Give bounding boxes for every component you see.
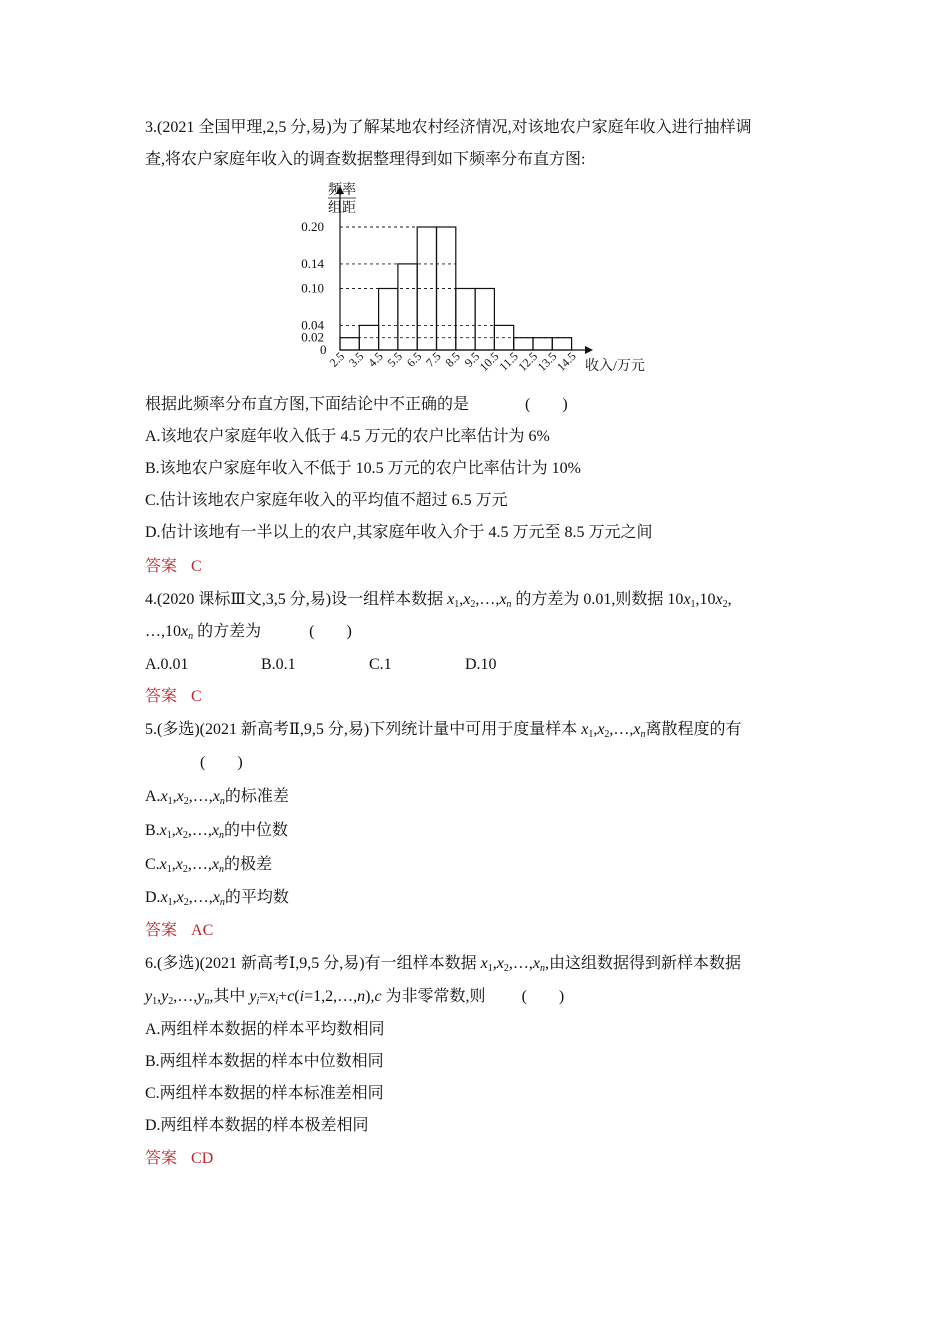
q6-paren: ( ) bbox=[521, 988, 565, 1005]
q5-option-c-text: 的极差 bbox=[224, 856, 273, 873]
ytick-label: 0.10 bbox=[301, 280, 324, 296]
ylabel-bottom: 组距 bbox=[328, 201, 356, 216]
q5-line-1: 5.(多选)(2021 新高考Ⅱ,9,5 分,易)下列统计量中可用于度量样本 $x_1,x_2,\dots,x_n$离散程度的有 bbox=[145, 721, 742, 740]
q5-option-d-text: 的平均数 bbox=[224, 889, 289, 906]
xtick-label: 13.5 bbox=[534, 349, 560, 374]
histogram-bar-5.5 bbox=[398, 264, 417, 350]
histogram-bar-3.5 bbox=[359, 325, 378, 350]
origin-label: 0 bbox=[320, 342, 327, 357]
q5-option-c-letter: C. bbox=[145, 856, 160, 873]
x-axis-arrow bbox=[585, 346, 593, 354]
histogram-bar-8.5 bbox=[456, 289, 475, 351]
q4-option-b: B.0.1 bbox=[261, 656, 296, 673]
histogram-bar-7.5 bbox=[437, 227, 456, 350]
xtick-label: 11.5 bbox=[496, 349, 521, 374]
xtick-label: 6.5 bbox=[403, 349, 425, 370]
xtick-label: 12.5 bbox=[515, 349, 541, 374]
q5-option-a-letter: A. bbox=[145, 788, 161, 805]
q5-option-b-letter: B. bbox=[145, 822, 160, 839]
q3-option-a: A.该地农户家庭年收入低于 4.5 万元的农户比率估计为 6% bbox=[145, 428, 550, 445]
xtick-label: 4.5 bbox=[365, 349, 386, 370]
xtick-label: 5.5 bbox=[384, 349, 406, 370]
q3-option-d: D.估计该地有一半以上的农户,其家庭年收入介于 4.5 万元至 8.5 万元之间 bbox=[145, 524, 653, 541]
q6-answer-value: CD bbox=[191, 1150, 214, 1167]
q5-paren: ( ) bbox=[200, 754, 243, 771]
q6-line-2: $y_1,y_2,\dots,y_n$,其中 $y_i=x_i+c(i=1,2,\dots,n),c$ 为非零常数,则 ( ) bbox=[145, 988, 565, 1007]
q6-option-b: B.两组样本数据的样本中位数相同 bbox=[145, 1053, 384, 1070]
q3-line-1: 3.(2021 全国甲理,2,5 分,易)为了解某地农村经济情况,对该地农户家庭年收入进行抽样调 bbox=[145, 119, 752, 136]
ytick-label: 0.20 bbox=[301, 219, 324, 234]
q6-option-a: A.两组样本数据的样本平均数相同 bbox=[145, 1021, 385, 1038]
q6-option-d: D.两组样本数据的样本极差相同 bbox=[145, 1117, 369, 1134]
q5-option-d-letter: D. bbox=[145, 889, 161, 906]
q3-paren: ( ) bbox=[525, 396, 568, 413]
xtick-label: 14.5 bbox=[553, 349, 579, 374]
q4-line-1: 4.(2020 课标Ⅲ文,3,5 分,易)设一组样本数据 $x_1,x_2,\dots,x_n$ 的方差为 0.01,则数据 $10x_1,10x_2$, bbox=[145, 591, 732, 610]
q6-option-c: C.两组样本数据的样本标准差相同 bbox=[145, 1085, 384, 1102]
histogram-bar-11.5 bbox=[514, 338, 533, 350]
q5-option-b: $B.x_1,x_2,\dots,x_n$的中位数 bbox=[145, 822, 289, 841]
q3-stem-text: 根据此频率分布直方图,下面结论中不正确的是 bbox=[145, 396, 470, 413]
q5-answer bbox=[145, 921, 213, 941]
q6-line-1-text: 6.(多选)(2021 新高考Ⅰ,9,5 分,易)有一组样本数据 bbox=[145, 955, 481, 972]
histogram-bar-4.5 bbox=[379, 289, 398, 351]
q6-line-2-mid: ,其中 bbox=[209, 988, 250, 1005]
xtick-label: 9.5 bbox=[461, 349, 483, 370]
q6-line-1-end: ,由这组数据得到新样本数据 bbox=[544, 955, 741, 972]
xlabel: 收入/万元 bbox=[585, 359, 645, 374]
q4-option-d: D.10 bbox=[465, 656, 497, 673]
histogram-bar-12.5 bbox=[533, 338, 552, 350]
xtick-label: 7.5 bbox=[423, 349, 444, 370]
histogram-bar-2.5 bbox=[340, 338, 359, 350]
xtick-label: 3.5 bbox=[345, 349, 367, 370]
histogram-bar-13.5 bbox=[552, 338, 571, 350]
q4-option-c: C.1 bbox=[369, 656, 392, 673]
q4-line-1-a: 4.(2020 课标Ⅲ文,3,5 分,易)设一组样本数据 bbox=[145, 591, 448, 608]
q4-options bbox=[145, 655, 497, 675]
q5-option-d: $D.x_1,x_2,\dots,x_n$的平均数 bbox=[145, 889, 289, 908]
q3-answer-label: 答案 bbox=[145, 558, 178, 575]
xtick-label: 8.5 bbox=[442, 349, 463, 370]
xtick-label: 10.5 bbox=[476, 349, 502, 374]
q3-option-c: C.估计该地农户家庭年收入的平均值不超过 6.5 万元 bbox=[145, 492, 508, 509]
q5-line-1-text: 5.(多选)(2021 新高考Ⅱ,9,5 分,易)下列统计量中可用于度量样本 bbox=[145, 721, 582, 738]
q3-option-b: B.该地农户家庭年收入不低于 10.5 万元的农户比率估计为 10% bbox=[145, 460, 582, 477]
q5-answer-label: 答案 bbox=[145, 922, 178, 939]
q4-line-2: $\dots,10x_n$ 的方差为 ( ) bbox=[145, 623, 352, 642]
q4-line-1-b: 的方差为 0.01,则数据 10 bbox=[515, 591, 684, 608]
q6-line-1: 6.(多选)(2021 新高考Ⅰ,9,5 分,易)有一组样本数据 $x_1,x_2,\dots,x_n$,由这组数据得到新样本数据 bbox=[145, 955, 741, 974]
ytick-label: 0.02 bbox=[301, 329, 324, 345]
q3-answer bbox=[145, 557, 202, 577]
q4-answer-value: C bbox=[191, 688, 202, 705]
q5-option-c: $C.x_1,x_2,\dots,x_n$的极差 bbox=[145, 856, 273, 875]
q6-answer bbox=[145, 1149, 213, 1169]
q5-option-a-text: 的标准差 bbox=[224, 788, 289, 805]
q3-stem bbox=[145, 395, 568, 415]
q3-answer-value: C bbox=[191, 558, 202, 575]
histogram-chart bbox=[295, 180, 665, 380]
q4-paren: ( ) bbox=[309, 623, 352, 640]
q4-option-a: A.0.01 bbox=[145, 656, 189, 673]
ytick-label: 0.04 bbox=[301, 317, 324, 333]
q4-answer bbox=[145, 687, 202, 707]
q6-line-2-end: 为非零常数,则 bbox=[381, 988, 486, 1005]
q5-option-a: $A.x_1,x_2,\dots,x_n$的标准差 bbox=[145, 788, 289, 807]
q3-line-2: 查,将农户家庭年收入的调查数据整理得到如下频率分布直方图: bbox=[145, 151, 586, 168]
q6-answer-label: 答案 bbox=[145, 1150, 178, 1167]
q4-answer-label: 答案 bbox=[145, 688, 178, 705]
q5-line-1-end: 离散程度的有 bbox=[645, 721, 742, 738]
q4-line-2-b: 的方差为 bbox=[197, 623, 262, 640]
q5-option-b-text: 的中位数 bbox=[224, 822, 289, 839]
ytick-label: 0.14 bbox=[301, 255, 324, 271]
ylabel-top: 频率 bbox=[328, 183, 356, 198]
xtick-label: 2.5 bbox=[326, 349, 348, 370]
histogram-bar-9.5 bbox=[475, 289, 494, 351]
q5-answer-value: AC bbox=[191, 922, 214, 939]
